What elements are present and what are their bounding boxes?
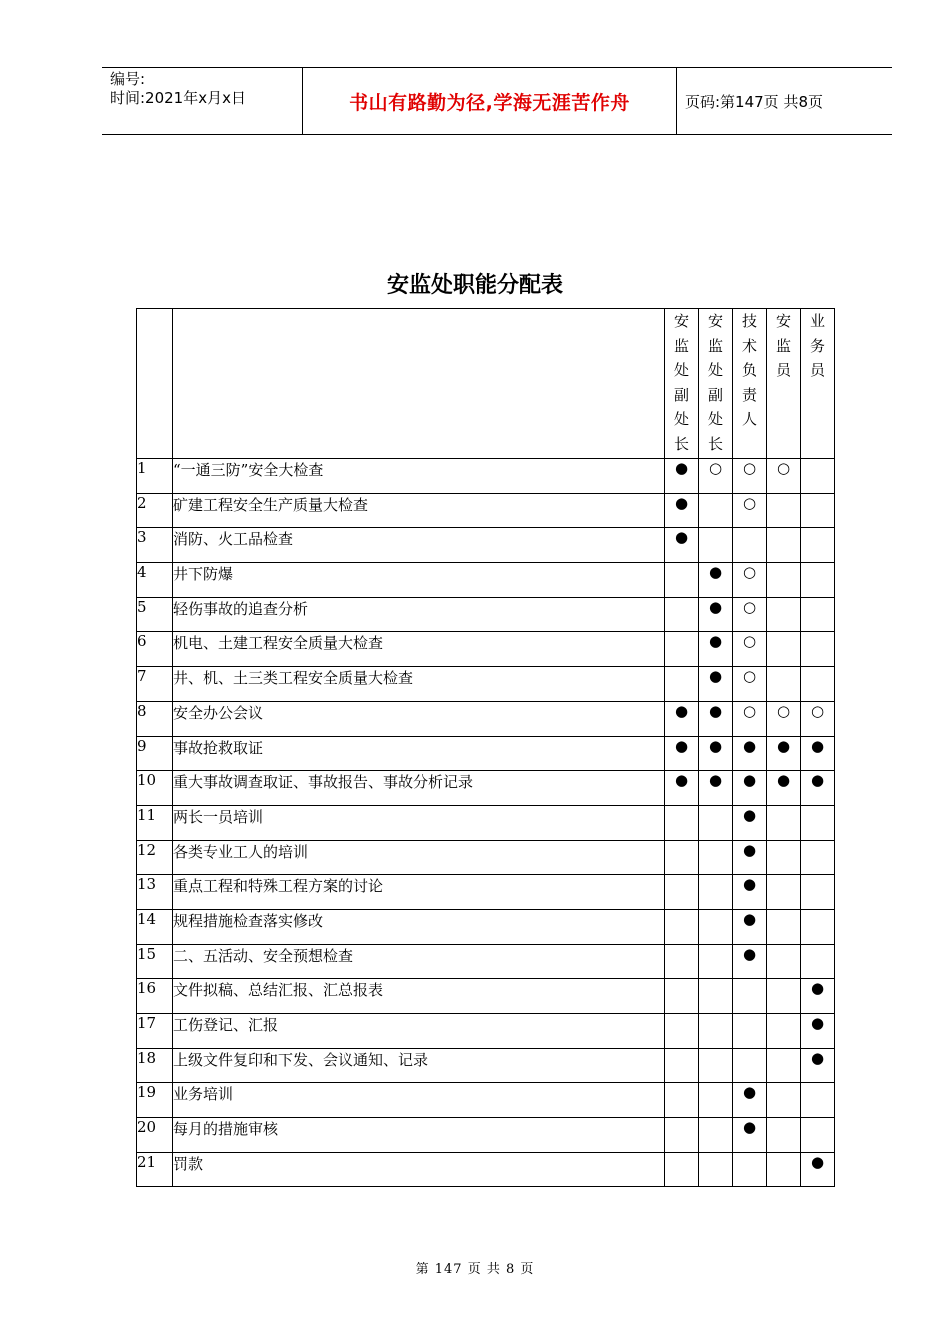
responsibility-mark xyxy=(699,909,733,944)
responsibility-mark: ● xyxy=(733,909,767,944)
row-number: 6 xyxy=(137,632,173,667)
responsibility-mark: ● xyxy=(665,736,699,771)
responsibility-mark xyxy=(767,875,801,910)
row-number: 18 xyxy=(137,1048,173,1083)
responsibility-mark xyxy=(699,979,733,1014)
table-row xyxy=(137,597,835,632)
table-row xyxy=(137,632,835,667)
responsibility-mark: ○ xyxy=(733,459,767,494)
responsibility-mark xyxy=(801,528,835,563)
responsibility-mark: ● xyxy=(801,771,835,806)
table-row xyxy=(137,667,835,702)
responsibility-mark xyxy=(665,944,699,979)
row-number: 15 xyxy=(137,944,173,979)
responsibility-mark xyxy=(699,528,733,563)
responsibility-mark xyxy=(733,979,767,1014)
responsibility-mark xyxy=(767,805,801,840)
header-page-number: 页码:第147页 共8页 xyxy=(685,92,823,111)
responsibility-mark xyxy=(665,563,699,598)
table-row xyxy=(137,701,835,736)
responsibility-mark xyxy=(767,1014,801,1049)
table-row xyxy=(137,875,835,910)
header-meta xyxy=(102,68,303,134)
responsibility-mark xyxy=(767,632,801,667)
responsibility-mark xyxy=(699,1014,733,1049)
table-row xyxy=(137,459,835,494)
responsibility-mark xyxy=(665,1118,699,1153)
responsibility-mark: ● xyxy=(801,979,835,1014)
role-header: 业 务 员 xyxy=(801,309,835,459)
responsibility-mark xyxy=(801,944,835,979)
row-number: 13 xyxy=(137,875,173,910)
task-name: 机电、土建工程安全质量大检查 xyxy=(173,632,665,667)
responsibility-mark: ● xyxy=(733,771,767,806)
responsibility-mark xyxy=(665,667,699,702)
responsibility-mark xyxy=(801,1118,835,1153)
responsibility-mark xyxy=(801,840,835,875)
task-name: 二、五活动、安全预想检查 xyxy=(173,944,665,979)
task-name: “一通三防”安全大检查 xyxy=(173,459,665,494)
responsibility-mark xyxy=(665,805,699,840)
responsibility-mark: ○ xyxy=(733,597,767,632)
responsibility-mark: ● xyxy=(699,701,733,736)
responsibility-mark xyxy=(699,944,733,979)
table-row xyxy=(137,1152,835,1187)
responsibility-mark: ● xyxy=(733,840,767,875)
header-motto: 书山有路勤为径,学海无涯苦作舟 xyxy=(303,68,677,134)
row-number: 19 xyxy=(137,1083,173,1118)
task-name: 各类专业工人的培训 xyxy=(173,840,665,875)
responsibility-mark xyxy=(767,1118,801,1153)
responsibility-mark xyxy=(699,1118,733,1153)
responsibility-mark: ● xyxy=(665,493,699,528)
document-number-label: 编号: xyxy=(110,70,146,88)
responsibility-mark xyxy=(801,563,835,598)
responsibility-mark xyxy=(801,632,835,667)
responsibility-mark: ● xyxy=(699,563,733,598)
responsibility-mark xyxy=(767,909,801,944)
table-header-row xyxy=(137,309,835,459)
responsibility-mark xyxy=(665,875,699,910)
row-number: 4 xyxy=(137,563,173,598)
table-row xyxy=(137,736,835,771)
responsibility-mark: ● xyxy=(665,701,699,736)
responsibility-mark: ○ xyxy=(767,701,801,736)
role-header: 安 监 处 副 处 长 xyxy=(665,309,699,459)
responsibility-mark: ○ xyxy=(801,701,835,736)
table-row xyxy=(137,979,835,1014)
task-name: 重大事故调查取证、事故报告、事故分析记录 xyxy=(173,771,665,806)
responsibility-mark xyxy=(767,979,801,1014)
responsibility-mark: ● xyxy=(665,528,699,563)
row-number: 5 xyxy=(137,597,173,632)
responsibility-mark: ● xyxy=(665,771,699,806)
row-number: 3 xyxy=(137,528,173,563)
responsibility-mark: ● xyxy=(733,944,767,979)
table-row xyxy=(137,1014,835,1049)
row-number: 10 xyxy=(137,771,173,806)
page-footer: 第 147 页 共 8 页 xyxy=(415,1262,535,1277)
page-header xyxy=(102,67,892,135)
responsibility-mark xyxy=(733,1048,767,1083)
responsibility-mark xyxy=(699,1152,733,1187)
responsibility-mark xyxy=(733,528,767,563)
responsibility-mark xyxy=(699,493,733,528)
table-row xyxy=(137,563,835,598)
responsibility-mark xyxy=(733,1152,767,1187)
responsibility-mark: ● xyxy=(801,1014,835,1049)
responsibility-mark: ○ xyxy=(699,459,733,494)
document-title: 安监处职能分配表 xyxy=(386,273,563,298)
responsibility-mark: ○ xyxy=(733,493,767,528)
responsibility-mark xyxy=(801,667,835,702)
row-number: 17 xyxy=(137,1014,173,1049)
task-name: 工伤登记、汇报 xyxy=(173,1014,665,1049)
responsibility-mark xyxy=(699,1083,733,1118)
responsibility-mark xyxy=(699,840,733,875)
table-row xyxy=(137,1083,835,1118)
responsibility-mark xyxy=(665,1048,699,1083)
responsibility-mark xyxy=(767,493,801,528)
task-name: 规程措施检查落实修改 xyxy=(173,909,665,944)
task-name: 矿建工程安全生产质量大检查 xyxy=(173,493,665,528)
task-name: 业务培训 xyxy=(173,1083,665,1118)
task-name: 上级文件复印和下发、会议通知、记录 xyxy=(173,1048,665,1083)
responsibility-mark: ○ xyxy=(767,459,801,494)
responsibility-mark xyxy=(767,944,801,979)
row-number: 14 xyxy=(137,909,173,944)
row-number: 9 xyxy=(137,736,173,771)
responsibility-mark xyxy=(665,1014,699,1049)
row-number: 7 xyxy=(137,667,173,702)
role-header: 安 监 处 副 处 长 xyxy=(699,309,733,459)
responsibility-mark: ● xyxy=(801,1152,835,1187)
responsibility-mark xyxy=(733,1014,767,1049)
responsibility-mark xyxy=(801,805,835,840)
responsibility-mark xyxy=(665,1083,699,1118)
responsibility-mark: ● xyxy=(665,459,699,494)
responsibility-mark: ● xyxy=(733,1118,767,1153)
role-header: 安 监 员 xyxy=(767,309,801,459)
responsibility-mark xyxy=(767,1083,801,1118)
responsibility-mark xyxy=(767,1048,801,1083)
table-row xyxy=(137,1118,835,1153)
table-row xyxy=(137,805,835,840)
row-number: 11 xyxy=(137,805,173,840)
row-number: 1 xyxy=(137,459,173,494)
responsibility-mark: ○ xyxy=(733,563,767,598)
role-header: 技 术 负 责 人 xyxy=(733,309,767,459)
responsibility-mark: ● xyxy=(699,771,733,806)
table-row xyxy=(137,909,835,944)
table-row xyxy=(137,1048,835,1083)
responsibility-mark: ○ xyxy=(733,632,767,667)
responsibility-mark xyxy=(699,1048,733,1083)
responsibility-mark xyxy=(801,459,835,494)
task-name: 消防、火工品检查 xyxy=(173,528,665,563)
row-number: 21 xyxy=(137,1152,173,1187)
row-number: 16 xyxy=(137,979,173,1014)
table-row xyxy=(137,944,835,979)
responsibility-mark xyxy=(767,667,801,702)
responsibility-mark xyxy=(665,840,699,875)
task-name: 罚款 xyxy=(173,1152,665,1187)
responsibility-mark xyxy=(801,493,835,528)
responsibility-mark xyxy=(665,597,699,632)
task-name: 文件拟稿、总结汇报、汇总报表 xyxy=(173,979,665,1014)
table-body xyxy=(137,459,835,1187)
responsibility-mark xyxy=(767,563,801,598)
row-number: 2 xyxy=(137,493,173,528)
responsibility-mark xyxy=(665,909,699,944)
responsibility-mark: ● xyxy=(767,771,801,806)
responsibility-mark: ● xyxy=(733,875,767,910)
responsibility-mark xyxy=(767,597,801,632)
table-row xyxy=(137,528,835,563)
task-name: 安全办公会议 xyxy=(173,701,665,736)
table-row xyxy=(137,493,835,528)
responsibility-mark: ● xyxy=(733,736,767,771)
responsibility-mark xyxy=(665,979,699,1014)
responsibility-mark: ● xyxy=(699,667,733,702)
responsibility-mark xyxy=(801,1083,835,1118)
responsibility-mark: ○ xyxy=(733,701,767,736)
row-number: 12 xyxy=(137,840,173,875)
responsibility-mark xyxy=(767,1152,801,1187)
responsibility-mark xyxy=(801,597,835,632)
responsibility-mark: ● xyxy=(699,632,733,667)
responsibility-mark xyxy=(665,1152,699,1187)
responsibility-mark xyxy=(665,632,699,667)
responsibility-mark xyxy=(801,909,835,944)
table-row xyxy=(137,840,835,875)
task-name: 事故抢救取证 xyxy=(173,736,665,771)
responsibility-mark: ● xyxy=(801,1048,835,1083)
responsibility-mark xyxy=(699,875,733,910)
responsibility-mark: ● xyxy=(733,805,767,840)
task-name: 每月的措施审核 xyxy=(173,1118,665,1153)
responsibility-mark xyxy=(699,805,733,840)
task-name: 两长一员培训 xyxy=(173,805,665,840)
task-name: 重点工程和特殊工程方案的讨论 xyxy=(173,875,665,910)
header-empty-task xyxy=(173,309,665,459)
task-name: 井、机、土三类工程安全质量大检查 xyxy=(173,667,665,702)
document-time-label: 时间:2021年x月x日 xyxy=(110,89,246,107)
responsibility-mark: ● xyxy=(801,736,835,771)
responsibility-mark xyxy=(767,528,801,563)
responsibility-mark: ● xyxy=(767,736,801,771)
header-empty-number xyxy=(137,309,173,459)
table-row xyxy=(137,771,835,806)
responsibility-mark xyxy=(767,840,801,875)
duty-assignment-table xyxy=(136,308,835,1187)
row-number: 20 xyxy=(137,1118,173,1153)
task-name: 轻伤事故的追查分析 xyxy=(173,597,665,632)
task-name: 井下防爆 xyxy=(173,563,665,598)
responsibility-mark: ● xyxy=(733,1083,767,1118)
responsibility-mark: ○ xyxy=(733,667,767,702)
responsibility-mark: ● xyxy=(699,736,733,771)
responsibility-mark xyxy=(801,875,835,910)
responsibility-mark: ● xyxy=(699,597,733,632)
row-number: 8 xyxy=(137,701,173,736)
